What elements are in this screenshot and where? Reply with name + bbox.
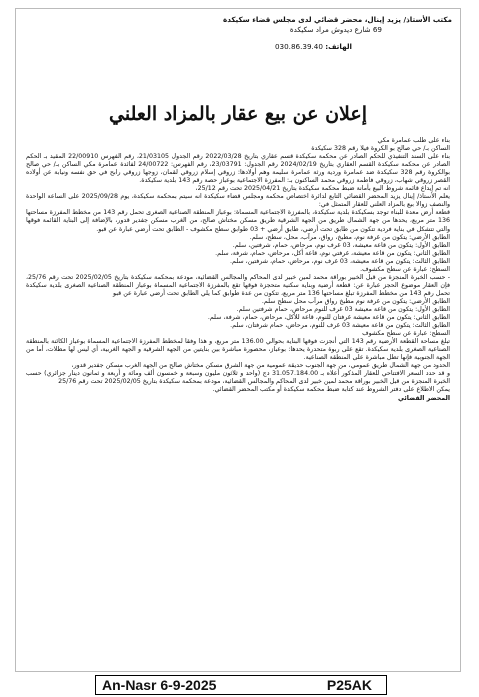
- paragraph: يمكن الاطلاع على دفتر الشروط عند كتابة ضبط محكمة سكيكدة أو مكتب المحضر القضائي.: [212, 386, 450, 394]
- bailiff-header: [72, 15, 452, 52]
- paragraph: الحدود من جهة الشمال طريق عمومي، من جهة الجنوب حديقة عمومية من جهة الشرق مسكن مختاش صالح من الجهة الغرب مسكن جفدير قدور،: [71, 362, 450, 370]
- paragraph: الطابق الثالث: يتكون من قاعة معيشة، 03 غرف نوم، مرحاض، حمام، شرفتين، سلم.: [230, 257, 450, 265]
- ad-code: P25AK: [326, 677, 372, 693]
- phone-number: 030.86.39.40: [274, 42, 323, 51]
- notice-title: إعلان عن بيع عقار بالمزاد العلني: [109, 103, 367, 125]
- paragraph: انه تم إيداع قائمة شروط البيع بأمانة ضبط محكمة سكيكدة بتاريخ 2025/04/21 تحت رقم 25/12،: [195, 185, 450, 193]
- notice-frame: [15, 8, 461, 672]
- paragraph: تبلغ مساحة القطعة الأرضية رقم 143 التي أنجزت فوقها البناية بحوالي 136.00 متر مربع، و هذا وفقا لمخطط المفرزة الاجتماعية المسماة بوعباز الكائنة بالمنطقة الصناعية الصغرى بلدية سكيكدة. تقع على ربوة متحدرة يحدها: بوعباز، محصورة مباشرة بين بنايتين من الجهة الشرقية و الجهة الغربية، أي ليس لها مطلات، أما من الجهة الجنوبية فإنها تطل مباشرة على المنطقة الصناعية.: [26, 338, 450, 362]
- paragraph: الطابق الثاني: يتكون من قاعة معيشة غرفتان للنوم، قاعة للأكل، مرحاض، حمام، شرفة، سلم.: [207, 314, 450, 322]
- publication-footer: [95, 675, 387, 695]
- paragraph: الطابق الأرضي: يتكون من غرفة نوم مطبخ رواق مرآب محل سطح سلم.: [261, 297, 450, 305]
- paragraph: و قد حدد السعر الافتتاحي للعقار المذكور أعلاه بـ 31.057.184.00 دج (واحد و ثلاثون مليون وسبعة و خمسون ألف ومائة و أربعة و ثمانون دينار جزائري) حسب الخبرة المنجزة من قبل الخبير بوراقة محمد لمين خبير لدى المحاكم والمجالس القضائية، مودعة بمحكمة سكيكدة بتاريخ 2025/02/05 تحت رقم 25/76: [26, 370, 451, 386]
- paragraph: السطح: عبارة عن سطح مكشوف: [362, 330, 450, 338]
- office-name: مكتب الأستاذ/ يزيد إينال، محضر قضائي لدى مجلس قضاء سكيكدة: [222, 15, 452, 24]
- paragraph: الطابق الأول: يتكون من قاعة معيشة 03 غرف للنوم مرحاض، حمام شرفتين سلم.: [236, 305, 450, 313]
- office-address: 69 شارع ديدوش مراد سكيكدة: [289, 24, 382, 34]
- publication-date: An-Nasr 6-9-2025: [102, 677, 217, 693]
- paragraph: بناء على طلب عمامرة مكي: [377, 137, 450, 144]
- signature-line: المحضر القضائي: [398, 394, 450, 402]
- paragraph: الطابق الثاني: يتكون من قاعة معيشة، غرفتي نوم، قاعة أكل، مرحاض، حمام، شرفة، سلم.: [215, 249, 450, 257]
- office-phone-line: [72, 42, 452, 52]
- paragraph: الطابق الثالث: يتكون من قاعة معيشة 03 غرف للنوم، مرحاض، حمام شرفتان، سلم.: [230, 322, 450, 330]
- paragraph: الطابق الأرضي: يتكون من غرفة نوم، مطبخ، رواق، مرآب، محل، سطح، سلم.: [249, 233, 450, 241]
- paragraph: - حسب الخبرة المنجزة من قبل الخبير بوراقة محمد لمين خبير لدى المحاكم والمجالس القضائية، مودعة بمحكمة سكيكدة بتاريخ 2025/02/05 تحت رقم 25/76، فإن العقار موضوع الحجز عبارة عن: قطعة أرضية وبناية سكنية متحجزة فوقها تقع بالمفرزة الاجتماعية المسماة بوعباز المنطقة الصناعية الصغرى بلدية سكيكدة تحمل رقم 143 من مخطط المفرزة تبلغ مساحتها 136 متر مربع، تتكون من عدة طوابق كما يلي الطابق تحت أرضي عبارة عن قبو: [26, 273, 451, 297]
- paragraph: يعلم الأستاذ/ إينال يزيد المحضر القضائي التابع لدائرة اختصاص محكمة ومجلس قضاء سكيكدة انه سيتم بمحكمة سكيكدة، يوم 2025/09/28 على الساعة الواحدة والنصف زوالا بيع بالمزاد العلني للعقار المتمثل في:: [26, 193, 450, 209]
- paragraph: بناء على السند التنفيذي للحكم الصادر عن محكمة سكيكدة قسم عقاري بتاريخ 2022/03/28 رقم الجدول 21/03105، رقم الفهرس 22/00910 المقيد بـ الحكم الصادر عن محكمة سكيكدة القسم العقاري بتاريخ 2024/02/19 رقم الجدول: 23/03791، رقم الفهرس: 24/00722 لفائدة عمامرة مكي الساكن بـ/ حي صالح بوالكروة رقم 328 سكيكدة ضد عمامرة وردية ورثة عمامرة سليمة وهم أولادها: زروقي إسلام زروقي لقمان، زوجها زروقي رابح في حق نفسه ونيابة عن أولاده القصر زروقي شهاب، زروقي فاطمة زروقي محمد الساكنون بـ: المفرزة الاجتماعية بوعباز حصة رقم 143 بلدية سكيكدة.: [26, 153, 451, 185]
- paragraph: السطح: عبارة عن سطح مكشوف.: [360, 265, 450, 273]
- phone-label: الهاتف:: [325, 42, 352, 51]
- paragraph: قطعة أرض معدة للبناء توجد بسكيكدة بلدية سكيكدة، بالمفرزة الاجتماعية المسماة: بوعباز المنطقة الصناعية الصغرى تحمل رقم 143 من مخطط المفرزة مساحتها 136 متر مربع، يحدها من جهة الشمال طريق من الجهة الشرقية طريق مسكن مختاش صالح، من الغرب مسكن جفدير قدور، بالإضافة إلى البناية القائمة فوقها والتي تتشكل في بناية فردية تتكون من طابق تحت أرضي، طابق أرضي + 03 طوابق سطح مكشوف - الطابق تحت أرضي عبارة عن قبو.: [26, 209, 450, 233]
- paragraph: الساكن بـ/ حي صالح بو الكروة فيلا رقم 328 سكيكدة: [311, 145, 450, 153]
- paragraph: الطابق الأول: يتكون من قاعة معيشة، 03 غرف نوم، مرحاض، حمام، شرفتين، سلم.: [232, 241, 450, 249]
- notice-body: [26, 137, 450, 403]
